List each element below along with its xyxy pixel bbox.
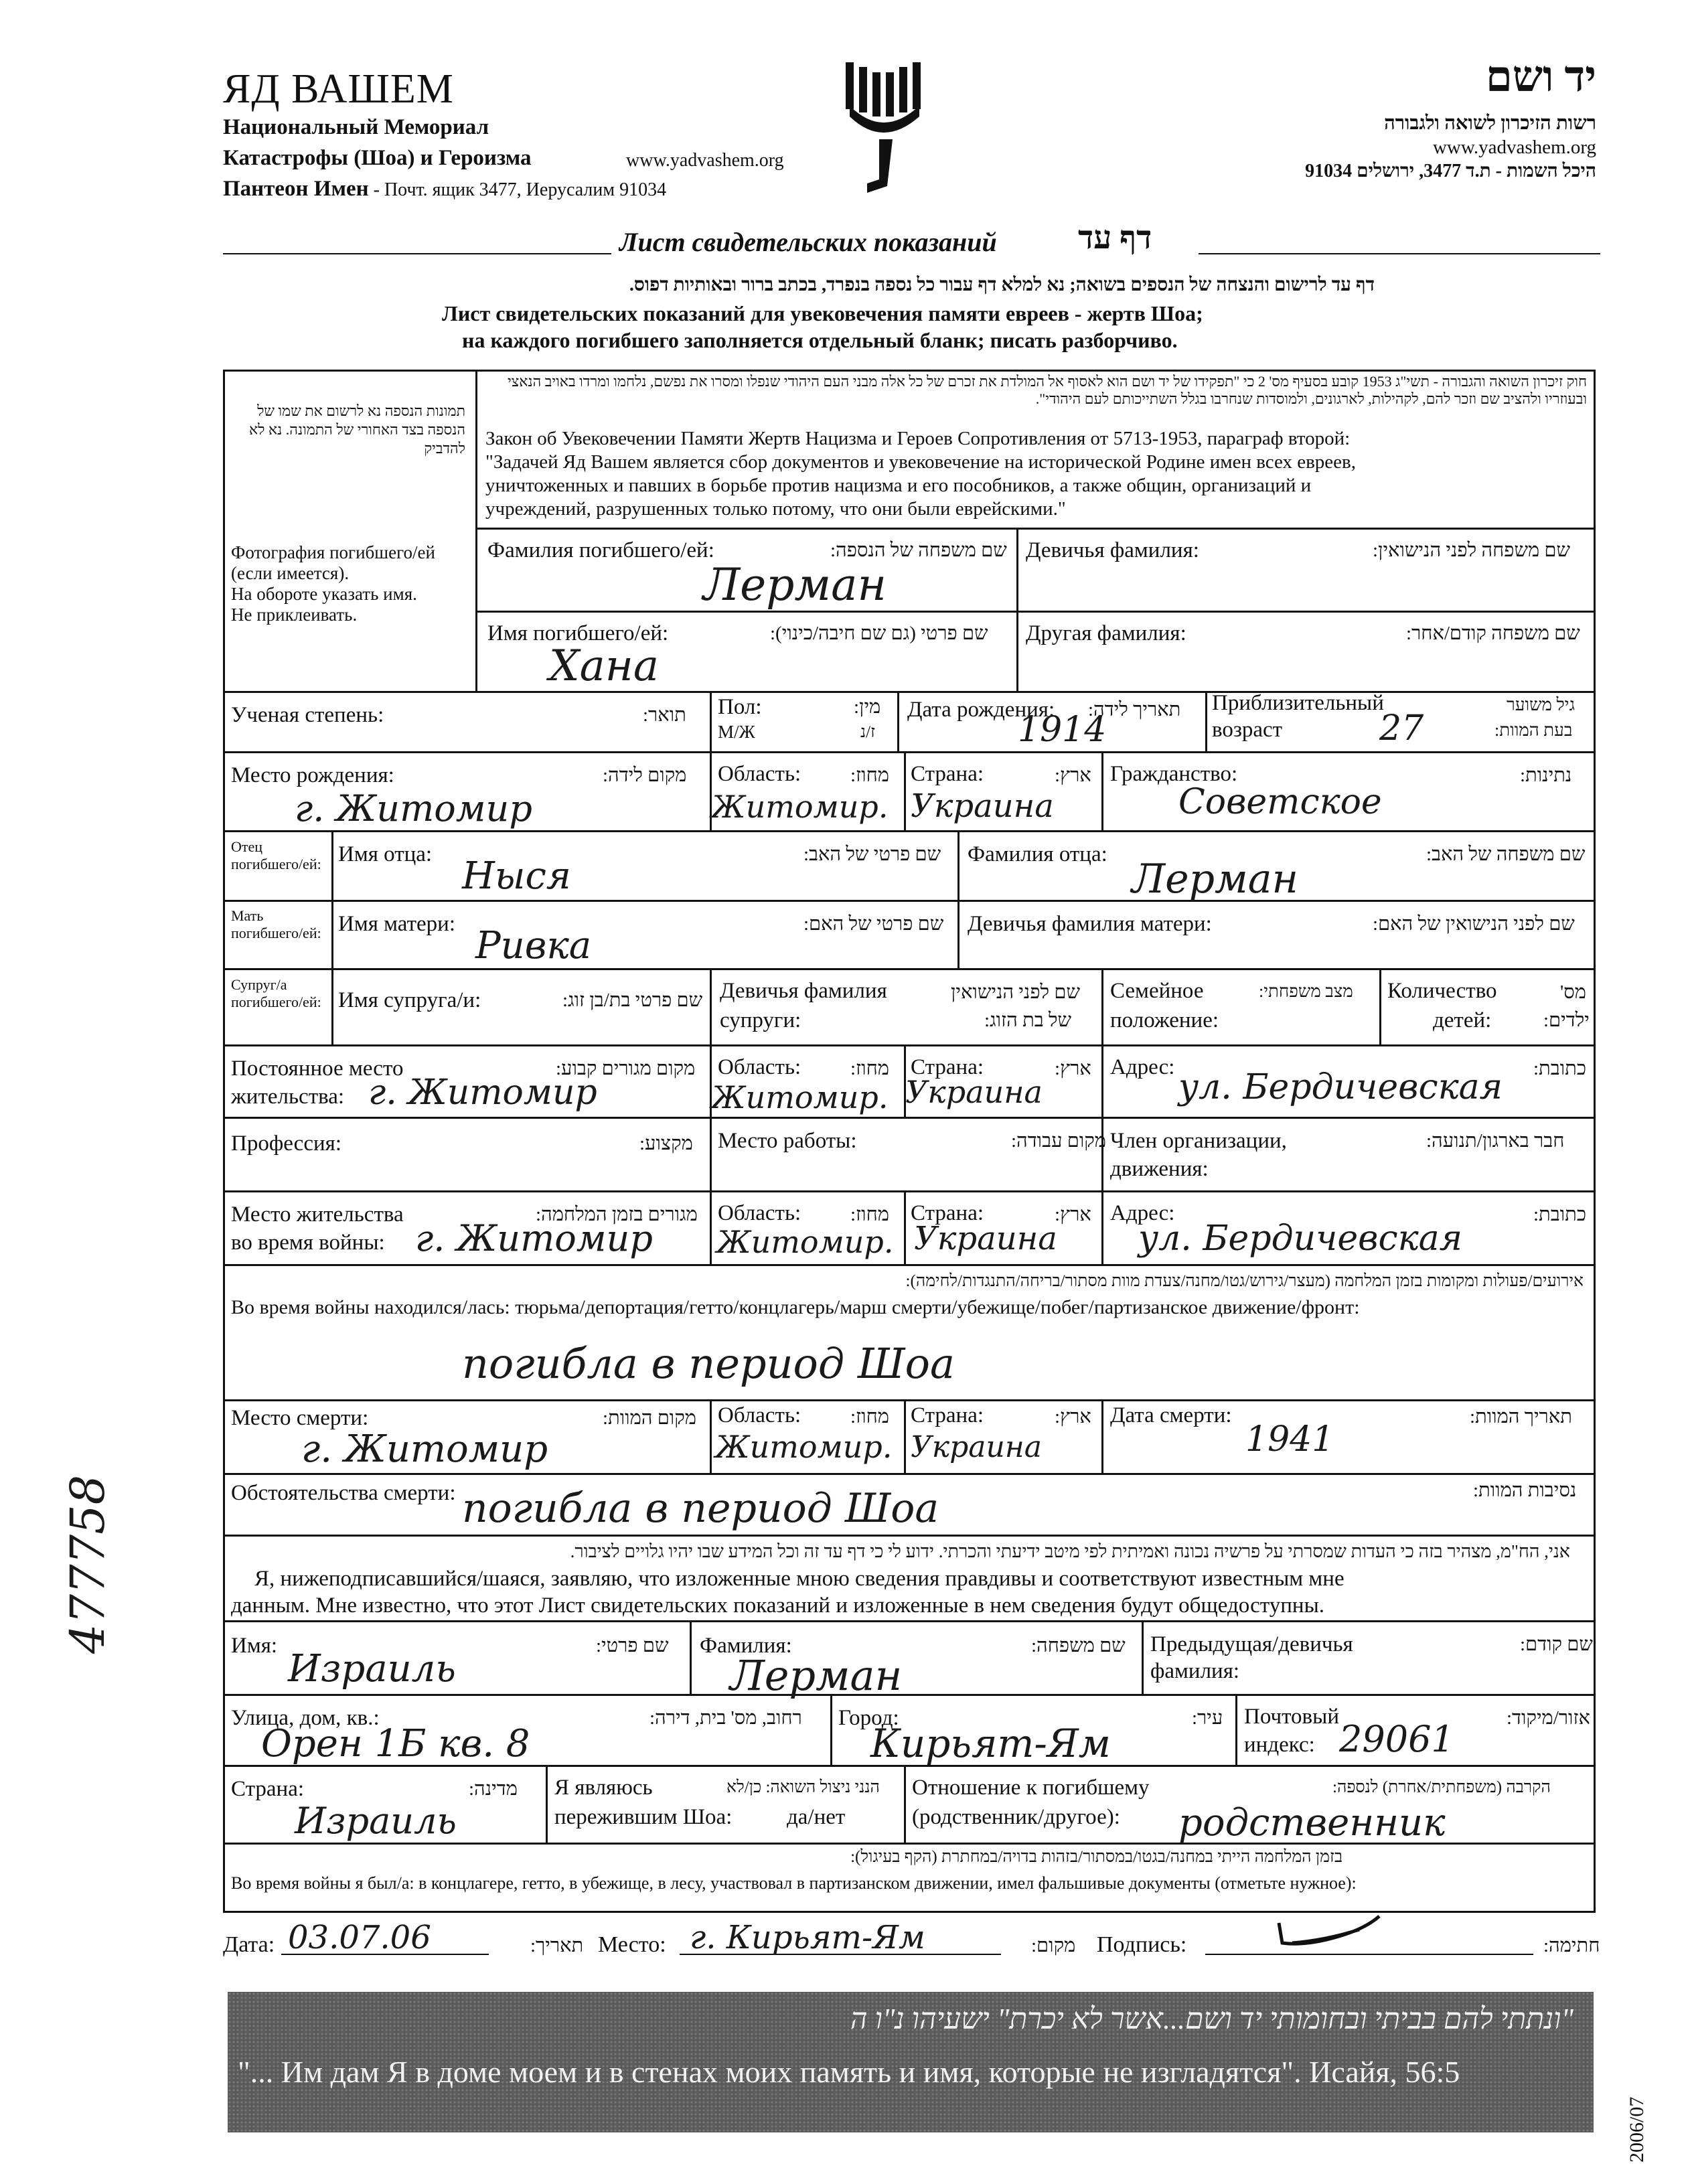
children-label-2: детей: bbox=[1433, 1008, 1492, 1032]
title-rule-right bbox=[1199, 253, 1600, 254]
date-value[interactable]: 03.07.06 bbox=[288, 1919, 431, 1956]
survivor-label-2: пережившим Шоа: bbox=[554, 1805, 733, 1829]
declaration-ru-1: Я, нижеподписавшийся/шаяся, заявляю, что изложенные мною сведения правдивы и соответствуют известным мне bbox=[254, 1567, 1345, 1591]
marital-label-he: מצב משפחתי: bbox=[1259, 982, 1353, 1001]
survivor-label-he: הנני ניצול השואה: כן/לא bbox=[726, 1778, 880, 1796]
witness-name-value[interactable]: Израиль bbox=[288, 1647, 456, 1691]
relation-label-he: הקרבה (משפחתית/אחרת) לנספה: bbox=[1332, 1778, 1551, 1796]
vrule-bp3 bbox=[1101, 751, 1103, 830]
sex-options-he: ז/נ bbox=[860, 723, 876, 741]
mother-name-label: Имя матери: bbox=[338, 912, 455, 936]
rule-birthplace bbox=[223, 830, 1596, 832]
birth-country-label-he: ארץ: bbox=[1055, 765, 1091, 786]
vrule-sex bbox=[710, 691, 712, 751]
workplace-label-he: מקום עבודה: bbox=[1011, 1130, 1106, 1152]
spouse-side-label: Супруг/а погибшего/ей: bbox=[231, 976, 321, 1010]
witness-zip-label-1: Почтовый bbox=[1244, 1705, 1339, 1729]
membership-label-2: движения: bbox=[1110, 1157, 1209, 1181]
witness-city-value[interactable]: Кирьят-Ям bbox=[870, 1721, 1111, 1766]
vrule-side bbox=[331, 830, 333, 1044]
witness-country-label: Страна: bbox=[231, 1777, 305, 1801]
vrule-sp3 bbox=[1379, 968, 1381, 1044]
survivor-options[interactable]: да/нет bbox=[787, 1805, 846, 1829]
vrule-d1 bbox=[710, 1399, 712, 1473]
war-residence-label-1: Место жительства bbox=[231, 1202, 404, 1227]
org-title-he: יד ושם bbox=[1485, 53, 1596, 100]
witness-name-label: Имя: bbox=[231, 1634, 278, 1658]
spouse-maiden-label-he-2: של בת הזוג: bbox=[984, 1010, 1072, 1031]
date-label-he: תאריך: bbox=[530, 1935, 584, 1956]
first-name-label: Имя погибшего/ей: bbox=[487, 621, 669, 645]
rule-circ bbox=[223, 1535, 1596, 1537]
vrule-w1 bbox=[710, 1190, 712, 1264]
witness-street-value[interactable]: Орен 1Б кв. 8 bbox=[261, 1722, 530, 1766]
father-surname-value[interactable]: Лерман bbox=[1132, 856, 1299, 903]
res-country-label: Страна: bbox=[911, 1055, 984, 1079]
postal-address-ru: - Почт. ящик 3477, Иерусалим 91034 bbox=[368, 179, 667, 200]
rule-spouse bbox=[223, 1044, 1596, 1046]
children-label-he-1: מס' bbox=[1560, 982, 1586, 1003]
vrule-d3 bbox=[1101, 1399, 1103, 1473]
witness-country-label-he: מדינה: bbox=[469, 1778, 518, 1800]
res-address-value[interactable]: ул. Бердичевская bbox=[1178, 1067, 1503, 1107]
photo-ru-4: Не приклеивать. bbox=[231, 605, 358, 625]
spouse-name-label-he: שם פרטי בת/בן זוג: bbox=[562, 990, 703, 1011]
sex-label: Пол: bbox=[718, 695, 762, 719]
death-place-value[interactable]: г. Житомир bbox=[301, 1427, 548, 1471]
relation-label-2: (родственник/другое): bbox=[912, 1805, 1120, 1829]
website-left: www.yadvashem.org bbox=[626, 150, 784, 171]
photo-ru-3: На обороте указать имя. bbox=[231, 584, 417, 604]
form-title-he: דף עד bbox=[1078, 220, 1152, 256]
degree-label: Ученая степень: bbox=[231, 703, 384, 727]
membership-label-he: חבר בארגון/תנועה: bbox=[1426, 1130, 1565, 1152]
witness-street-label-he: רחוב, מס' בית, דירה: bbox=[649, 1707, 802, 1729]
citizenship-label-he: נתינות: bbox=[1520, 765, 1572, 786]
res-region-value[interactable]: Житомир. bbox=[711, 1079, 889, 1115]
marital-label-1: Семейное bbox=[1110, 979, 1204, 1003]
law-text-he: חוק זיכרון השואה והגבורה - תשי"ג 1953 קובע בסעיף מס' 2 כי "תפקידו של יד ושם הוא לאסוף אל המולדת את זכרם של כל אלה מבני העם היהודי שנפלו ומסרו את נפשם, נלחמו ומרדו באויב הנאצי ובעוזריו ולהציב שם וזכר להם, לקהילות, לארגונים, ולמוסדות שנחרבו בגלל השתייכותם לעם היהודי". bbox=[508, 373, 1587, 407]
org-line3-ru bbox=[223, 177, 666, 202]
father-surname-label-he: שם משפחה של האב: bbox=[1426, 844, 1586, 865]
birthplace-label: Место рождения: bbox=[231, 763, 394, 787]
spouse-maiden-label-2: супруги: bbox=[720, 1008, 801, 1032]
declaration-ru-2: данным. Мне известно, что этот Лист свидетельских показаний и изложенные в нем сведения будут общедоступны. bbox=[231, 1593, 1325, 1618]
vrule-wn2 bbox=[1142, 1620, 1144, 1694]
mother-maiden-label-he: שם לפני הנישואין של האם: bbox=[1373, 913, 1575, 935]
vrule-wc1 bbox=[546, 1765, 548, 1843]
place-value[interactable]: г. Кирьят-Ям bbox=[690, 1919, 925, 1956]
death-place-label: Место смерти: bbox=[231, 1406, 369, 1430]
vrule-photo bbox=[475, 370, 477, 691]
surname-value[interactable]: Лерман bbox=[703, 559, 887, 611]
mother-side-label: Мать погибшего/ей: bbox=[231, 907, 321, 941]
form-title-ru: Лист свидетельских показаний bbox=[619, 227, 997, 257]
maiden-name-label-he: שם משפחה לפני הנישואין: bbox=[1373, 540, 1571, 561]
children-label-1: Количество bbox=[1387, 979, 1497, 1003]
witness-name-label-he: שם פרטי: bbox=[596, 1635, 669, 1656]
war-address-value[interactable]: ул. Бердичевская bbox=[1138, 1219, 1463, 1259]
rule-wname bbox=[223, 1694, 1596, 1696]
birth-region-label-he: מחוז: bbox=[850, 765, 889, 786]
birth-country-label: Страна: bbox=[911, 762, 984, 786]
yad-vashem-logo bbox=[840, 59, 934, 200]
witness-surname-label-he: שם משפחה: bbox=[1031, 1635, 1126, 1656]
rule-degree bbox=[223, 751, 1596, 753]
birthplace-value[interactable]: г. Житомир bbox=[295, 787, 532, 830]
declaration-he: אני, הח"מ, מצהיר בזה כי העדות שמסרתי על פרשיה נכונה ואמיתית לפי מיטב ידיעתי והכרתי. ידוע לי כי דף עד זה וכל המידע שבו יהיו גלויים לציבור. bbox=[570, 1541, 1570, 1561]
citizenship-label: Гражданство: bbox=[1110, 762, 1238, 786]
org-line1-ru: Национальный Мемориал bbox=[223, 115, 489, 139]
birth-region-value[interactable]: Житомир. bbox=[711, 789, 889, 825]
father-name-label-he: שם פרטי של האב: bbox=[803, 844, 941, 865]
vrule-d2 bbox=[904, 1399, 906, 1473]
events-label: Во время войны находился/лась: тюрьма/депортация/гетто/концлагерь/марш смерти/убежище/побег/партизанское движение/фронт: bbox=[231, 1296, 1360, 1318]
witness-war-label-he: בזמן המלחמה הייתי במחנה/בגטו/במסתור/בזהות בדויה/במחתרת (הקף בעיגול): bbox=[850, 1848, 1342, 1866]
vrule-ws1 bbox=[830, 1694, 832, 1765]
signature-mark[interactable] bbox=[1265, 1896, 1399, 1956]
res-region-label-he: מחוז: bbox=[850, 1058, 889, 1079]
witness-city-label: Город: bbox=[838, 1706, 899, 1730]
war-region-label: Область: bbox=[718, 1201, 801, 1225]
death-country-label-he: ארץ: bbox=[1055, 1406, 1091, 1427]
photo-ru-1: Фотография погибшего/ей bbox=[231, 542, 435, 562]
res-address-label: Адрес: bbox=[1110, 1055, 1175, 1079]
place-label: Место: bbox=[598, 1932, 666, 1957]
title-rule-left bbox=[223, 253, 611, 254]
witness-prev-label-1: Предыдущая/девичья bbox=[1150, 1632, 1353, 1656]
law-ru-1: Закон об Увековечении Памяти Жертв Нацизма и Героев Сопротивления от 5713-1953, параграф второй: bbox=[485, 428, 1351, 449]
org-line2-ru: Катастрофы (Шоа) и Героизма bbox=[223, 146, 532, 170]
citizenship-value[interactable]: Советское bbox=[1178, 782, 1382, 822]
witness-prev-label-he: שם קודם: bbox=[1520, 1634, 1593, 1655]
age-label-1: Приблизительный bbox=[1212, 691, 1384, 715]
war-country-value[interactable]: Украина bbox=[914, 1220, 1057, 1257]
degree-label-he: תואר: bbox=[643, 704, 686, 726]
birth-date-value[interactable]: 1914 bbox=[1018, 710, 1107, 750]
sex-options[interactable]: М/Ж bbox=[718, 722, 755, 742]
rule-law-bottom bbox=[475, 528, 1596, 530]
instructions-ru-1: Лист свидетельских показаний для увековечения памяти евреев - жертв Шоа; bbox=[442, 301, 1203, 325]
vrule-w2 bbox=[904, 1190, 906, 1264]
witness-zip-label-he: אזור/מיקוד: bbox=[1507, 1707, 1590, 1729]
footer-quote-he: "ונתתי להם בביתי ובחומותי יד ושם...אשר לא יכרת" ישעיהו נ"ו ה bbox=[850, 2003, 1573, 2035]
vrule-p1 bbox=[710, 1117, 712, 1190]
death-region-label: Область: bbox=[718, 1403, 801, 1427]
mother-name-value[interactable]: Ривка bbox=[475, 924, 592, 967]
profession-label: Профессия: bbox=[231, 1132, 341, 1156]
death-region-value[interactable]: Житомир. bbox=[715, 1429, 893, 1465]
circumstances-value[interactable]: погибла в период Шоа bbox=[462, 1485, 939, 1532]
rule-mother bbox=[223, 968, 1596, 970]
res-address-label-he: כתובת: bbox=[1533, 1058, 1586, 1079]
age-label-he-1: גיל משוער bbox=[1507, 695, 1576, 714]
father-side-label: Отец погибшего/ей: bbox=[231, 838, 321, 872]
birth-date-label-he: תאריך לידה: bbox=[1088, 699, 1181, 720]
witness-street-label: Улица, дом, кв.: bbox=[231, 1706, 380, 1730]
circumstances-label: Обстоятельства смерти: bbox=[231, 1481, 456, 1505]
photo-ru-2: (если имеется). bbox=[231, 563, 350, 583]
first-name-label-he: שם פרטי (גם שם חיבה/כינוי): bbox=[770, 623, 988, 644]
rule-decl bbox=[223, 1620, 1596, 1622]
website-right: www.yadvashem.org bbox=[1432, 137, 1596, 158]
war-country-label-he: ארץ: bbox=[1055, 1204, 1091, 1225]
spouse-maiden-label-1: Девичья фамилия bbox=[720, 979, 887, 1003]
birth-region-label: Область: bbox=[718, 762, 801, 786]
witness-country-value[interactable]: Израиль bbox=[295, 1800, 457, 1842]
vrule-father bbox=[957, 830, 959, 968]
events-label-he: אירועים/פעולות ומקומות בזמן המלחמה (מעצר/גירוש/גטו/מחנה/צעדת מוות מסתור/בריחה/התנגדות/לחימה): bbox=[905, 1272, 1584, 1290]
vrule-maiden bbox=[1016, 528, 1018, 691]
margin-reference-number: 477758 bbox=[60, 1474, 115, 1654]
vrule-wn1 bbox=[690, 1620, 692, 1694]
birthplace-label-he: מקום לידה: bbox=[603, 765, 687, 786]
marital-label-2: положение: bbox=[1110, 1008, 1219, 1032]
spouse-name-label: Имя супруга/и: bbox=[338, 988, 481, 1012]
war-address-label-he: כתובת: bbox=[1533, 1204, 1586, 1225]
war-region-label-he: מחוז: bbox=[850, 1204, 889, 1225]
law-ru-4: учреждений, разрушенных только потому, что они были еврейскими." bbox=[485, 498, 1066, 520]
vrule-bdate bbox=[897, 691, 899, 751]
surname-label-he: שם משפחה של הנספה: bbox=[830, 540, 1007, 561]
residence-value[interactable]: г. Житомир bbox=[368, 1073, 597, 1113]
witness-city-label-he: עיר: bbox=[1192, 1707, 1223, 1729]
vrule-p2 bbox=[1101, 1117, 1103, 1190]
law-ru-3: уничтоженных и павших в борьбе против нацизма и его пособников, а также общин, организаций и bbox=[485, 475, 1312, 496]
footer-quote-ru: "... Им дам Я в доме моем и в стенах моих память и имя, которые не изгладятся". Исайя, 56:5 bbox=[238, 2055, 1460, 2089]
father-name-label: Имя отца: bbox=[338, 842, 433, 866]
rule-death bbox=[223, 1473, 1596, 1475]
pantheon-label: Пантеон Имен bbox=[223, 177, 369, 201]
profession-label-he: מקצוע: bbox=[639, 1133, 693, 1154]
birth-country-value[interactable]: Украина bbox=[911, 787, 1054, 825]
workplace-label: Место работы: bbox=[718, 1129, 857, 1153]
witness-zip-value[interactable]: 29061 bbox=[1339, 1718, 1454, 1760]
org-title-ru: ЯД ВАШЕМ bbox=[223, 66, 454, 112]
surname-label: Фамилия погибшего/ей: bbox=[487, 538, 714, 562]
photo-instructions-ru bbox=[231, 542, 435, 625]
res-country-value[interactable]: Украина bbox=[905, 1074, 1043, 1110]
survivor-label-1: Я являюсь bbox=[554, 1776, 653, 1800]
death-date-value[interactable]: 1941 bbox=[1245, 1419, 1334, 1460]
children-label-he-2: ילדים: bbox=[1543, 1010, 1590, 1031]
spouse-maiden-label-he-1: שם לפני הנישואין bbox=[951, 982, 1080, 1003]
war-residence-label-2: во время войны: bbox=[231, 1231, 385, 1255]
rule-war-res bbox=[223, 1264, 1596, 1266]
membership-label-1: Член организации, bbox=[1110, 1129, 1287, 1153]
res-region-label: Область: bbox=[718, 1055, 801, 1079]
vrule-age bbox=[1205, 691, 1207, 751]
sex-label-he: מין: bbox=[854, 696, 881, 718]
vrule-sp1 bbox=[710, 968, 712, 1044]
vrule-ws2 bbox=[1235, 1694, 1237, 1765]
residence-label-2: жительства: bbox=[231, 1085, 345, 1109]
birth-date-label: Дата рождения: bbox=[907, 698, 1055, 722]
vrule-wc2 bbox=[904, 1765, 906, 1843]
date-label: Дата: bbox=[223, 1932, 275, 1957]
death-country-label: Страна: bbox=[911, 1403, 984, 1427]
vrule-r3 bbox=[1101, 1044, 1103, 1117]
instructions-he: דף עד לרישום והנצחה של הנספים בשואה; נא למלא דף עבור כל נספה בנפרד, בכתב ברור ובאותיות דפוס. bbox=[629, 275, 1375, 295]
law-ru-2: "Задачей Яд Вашем является сбор документов и увековечение на исторической Родине имен всех евреев, bbox=[485, 451, 1356, 473]
witness-war-label: Во время войны я был/а: в концлагере, гетто, в убежище, в лесу, участвовал в партизанском движении, имел фальшивые документы (отметьте нужное): bbox=[231, 1873, 1357, 1893]
mother-maiden-label: Девичья фамилия матери: bbox=[968, 912, 1212, 936]
rule-events bbox=[223, 1399, 1596, 1401]
rule-top-block bbox=[223, 691, 1596, 693]
war-country-label: Страна: bbox=[911, 1201, 984, 1225]
rule-residence bbox=[223, 1117, 1596, 1119]
first-name-value[interactable]: Хана bbox=[549, 641, 660, 691]
instructions-ru-2: на каждого погибшего заполняется отдельный бланк; писать разборчиво. bbox=[462, 328, 1178, 352]
death-region-label-he: מחוז: bbox=[850, 1406, 889, 1427]
age-value[interactable]: 27 bbox=[1379, 708, 1424, 749]
org-line1-he: רשות הזיכרון לשואה ולגבורה bbox=[1384, 112, 1596, 134]
rule-surname-bottom bbox=[475, 611, 1596, 613]
postal-address-he: היכל השמות - ת.ד 3477, ירושלים 91034 bbox=[1305, 161, 1596, 181]
maiden-name-label: Девичья фамилия: bbox=[1026, 538, 1199, 562]
war-residence-label-he: מגורים בזמן המלחמה: bbox=[536, 1204, 698, 1225]
war-address-label: Адрес: bbox=[1110, 1201, 1175, 1225]
place-label-he: מקום: bbox=[1031, 1935, 1076, 1956]
rule-father bbox=[223, 900, 1596, 902]
residence-label-1: Постоянное место bbox=[231, 1057, 404, 1081]
war-region-value[interactable]: Житомир. bbox=[716, 1224, 894, 1260]
relation-label-1: Отношение к погибшему bbox=[912, 1776, 1150, 1800]
signature-label-he: חתימה: bbox=[1543, 1935, 1600, 1956]
other-surname-label: Другая фамилия: bbox=[1026, 621, 1186, 645]
witness-prev-label-2: фамилия: bbox=[1150, 1659, 1240, 1683]
events-value[interactable]: погибла в период Шоа bbox=[462, 1339, 955, 1388]
vrule-bp2 bbox=[904, 751, 906, 830]
age-label-2: возраст bbox=[1212, 718, 1283, 742]
law-text-ru bbox=[485, 427, 1356, 521]
death-country-value[interactable]: Украина bbox=[911, 1430, 1043, 1464]
death-date-label: Дата смерти: bbox=[1110, 1403, 1232, 1427]
edition-code: 2006/07 bbox=[1626, 2096, 1648, 2163]
father-surname-label: Фамилия отца: bbox=[968, 842, 1107, 866]
circumstances-label-he: נסיבות המוות: bbox=[1473, 1480, 1577, 1501]
witness-zip-label-2: индекс: bbox=[1244, 1733, 1315, 1757]
vrule-sp2 bbox=[1101, 968, 1103, 1044]
witness-surname-label: Фамилия: bbox=[700, 1634, 792, 1658]
witness-surname-value[interactable]: Лерман bbox=[730, 1651, 903, 1700]
res-country-label-he: ארץ: bbox=[1055, 1058, 1091, 1079]
death-place-label-he: מקום המוות: bbox=[603, 1407, 696, 1429]
mother-name-label-he: שם פרטי של האם: bbox=[803, 913, 944, 935]
signature-label: Подпись: bbox=[1097, 1932, 1187, 1957]
father-name-value[interactable]: Ныся bbox=[462, 854, 571, 898]
photo-instructions-he: תמונות הנספה נא לרשום את שמו של הנספה בצד האחורי של התמונה. נא לא להדביק bbox=[248, 402, 465, 457]
rule-profession bbox=[223, 1190, 1596, 1192]
age-label-he-2: בעת המוות: bbox=[1494, 720, 1573, 740]
residence-label-he: מקום מגורים קבוע: bbox=[556, 1058, 696, 1079]
vrule-w3 bbox=[1101, 1190, 1103, 1264]
other-surname-label-he: שם משפחה קודם/אחר: bbox=[1406, 623, 1580, 644]
death-date-label-he: תאריך המוות: bbox=[1470, 1406, 1572, 1427]
war-residence-value[interactable]: г. Житомир bbox=[415, 1217, 653, 1259]
relation-value[interactable]: родственник bbox=[1178, 1801, 1446, 1845]
